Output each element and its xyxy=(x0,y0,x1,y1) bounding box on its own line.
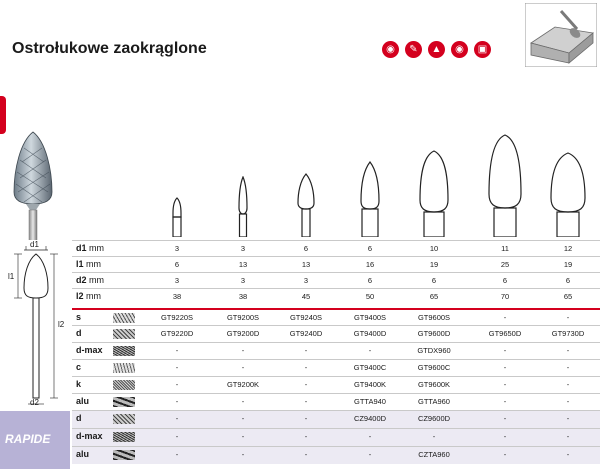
row-label: d xyxy=(76,413,82,423)
tool-profile-3 xyxy=(296,173,316,237)
cut_rows-row-d-max xyxy=(72,342,600,360)
table-cell: - xyxy=(503,363,507,372)
row-label: l2 mm xyxy=(76,291,102,301)
table-cell: - xyxy=(566,363,570,372)
table-cell: 45 xyxy=(301,292,311,301)
table-cell: - xyxy=(241,363,245,372)
table-cell: - xyxy=(175,450,179,459)
table-cell: - xyxy=(566,450,570,459)
table-cell: - xyxy=(175,380,179,389)
cut_rows-row-d xyxy=(72,325,600,343)
table-cell: - xyxy=(566,414,570,423)
table-cell: GT9600S xyxy=(417,313,451,322)
table-cell: 65 xyxy=(429,292,439,301)
table-cell: 50 xyxy=(365,292,375,301)
table-cell: - xyxy=(368,450,372,459)
table-cell: 3 xyxy=(303,276,309,285)
table-cell: - xyxy=(175,414,179,423)
table-cell: - xyxy=(241,414,245,423)
cut-pattern-icon xyxy=(113,363,135,373)
table-cell: 3 xyxy=(240,244,246,253)
table-cell: 13 xyxy=(238,260,248,269)
table-cell: 11 xyxy=(501,244,509,253)
tool-profile-5 xyxy=(418,150,450,237)
table-cell: GT9650D xyxy=(488,329,522,338)
table-cell: GT9400D xyxy=(353,329,387,338)
table-cell: - xyxy=(566,432,570,441)
table-cell: - xyxy=(304,397,308,406)
table-cell: - xyxy=(368,346,372,355)
table-cell: - xyxy=(503,450,507,459)
table-cell: - xyxy=(503,414,507,423)
cut-pattern-icon xyxy=(113,432,135,442)
table-cell: GTTA960 xyxy=(418,397,450,406)
tool-profile-6 xyxy=(487,134,523,237)
table-cell: GT9600C xyxy=(417,363,451,372)
table-cell: 19 xyxy=(429,260,439,269)
table-cell: GT9220D xyxy=(160,329,194,338)
table-cell: GT9240S xyxy=(289,313,323,322)
ear-protection-icon: ◉ xyxy=(382,41,399,58)
table-cell: - xyxy=(304,363,308,372)
dimension_rows-row-l2 xyxy=(72,288,600,306)
row-label: alu xyxy=(76,396,90,406)
rapide_rows-row-d-max xyxy=(72,428,600,446)
table-cell: - xyxy=(566,346,570,355)
table-cell: - xyxy=(304,432,308,441)
row-label: d2 mm xyxy=(76,275,105,285)
cut-pattern-icon xyxy=(113,397,135,407)
table-cell: GT9200S xyxy=(226,313,260,322)
burr-photo xyxy=(8,130,58,242)
table-cell: GTTA940 xyxy=(354,397,386,406)
table-cell: - xyxy=(304,380,308,389)
table-cell: - xyxy=(503,432,507,441)
table-cell: - xyxy=(566,397,570,406)
table-cell: GT9600D xyxy=(417,329,451,338)
dimension-d1-label: d1 xyxy=(30,240,39,249)
table-cell: 3 xyxy=(174,276,180,285)
row-label: k xyxy=(76,379,82,389)
table-cell: 19 xyxy=(563,260,573,269)
table-cell: GTDX960 xyxy=(417,346,451,355)
dimension-l2-label: l2 xyxy=(58,320,65,329)
read-manual-icon: ✎ xyxy=(405,41,422,58)
table-cell: 6 xyxy=(174,260,180,269)
table-cell: 6 xyxy=(502,276,508,285)
table-cell: 25 xyxy=(500,260,510,269)
page-title: Ostrołukowe zaokrąglone xyxy=(12,40,207,57)
row-label: d-max xyxy=(76,345,103,355)
table-cell: 3 xyxy=(174,244,180,253)
table-cell: 70 xyxy=(500,292,510,301)
table-cell: - xyxy=(503,346,507,355)
tool-profile-4 xyxy=(357,161,383,237)
table-cell: 6 xyxy=(367,276,373,285)
table-cell: 13 xyxy=(301,260,311,269)
table-cell: GT9240D xyxy=(289,329,323,338)
table-cell: CZ9600D xyxy=(417,414,451,423)
table-cell: - xyxy=(503,313,507,322)
dimension-l1-label: l1 xyxy=(8,272,15,281)
row-label: c xyxy=(76,362,82,372)
table-cell: CZ9400D xyxy=(353,414,387,423)
table-cell: - xyxy=(175,363,179,372)
row-label: d-max xyxy=(76,431,103,441)
table-cell: - xyxy=(241,450,245,459)
table-cell: 38 xyxy=(172,292,182,301)
table-cell: GT9600K xyxy=(417,380,451,389)
cut-pattern-icon xyxy=(113,346,135,356)
table-cell: 16 xyxy=(365,260,375,269)
tool-profile-2 xyxy=(235,176,251,237)
table-cell: 6 xyxy=(367,244,373,253)
helmet-icon: ▲ xyxy=(428,41,445,58)
application-thumbnail xyxy=(525,3,597,67)
table-cell: GT9220S xyxy=(160,313,194,322)
table-cell: - xyxy=(368,432,372,441)
table-cell: 6 xyxy=(565,276,571,285)
table-cell: 12 xyxy=(563,244,573,253)
row-label: d1 mm xyxy=(76,243,105,253)
tool-profile-7 xyxy=(549,152,587,237)
table-cell: - xyxy=(503,380,507,389)
table-cell: - xyxy=(566,380,570,389)
table-cell: - xyxy=(304,346,308,355)
cut_rows-row-alu xyxy=(72,393,600,411)
rapide_rows-row-alu xyxy=(72,446,600,464)
table-cell: 38 xyxy=(238,292,248,301)
table-cell: - xyxy=(432,432,436,441)
dimension-d2-label: d2 xyxy=(30,398,39,407)
table-cell: 6 xyxy=(431,276,437,285)
table-cell: GT9400S xyxy=(353,313,387,322)
table-cell: GT9730D xyxy=(551,329,585,338)
table-cell: GT9200K xyxy=(226,380,260,389)
table-cell: GT9400K xyxy=(353,380,387,389)
cut_rows-row-c xyxy=(72,359,600,377)
row-label: l1 mm xyxy=(76,259,102,269)
table-cell: - xyxy=(566,313,570,322)
table-cell: - xyxy=(503,397,507,406)
table-cell: - xyxy=(241,432,245,441)
cut-pattern-icon xyxy=(113,329,135,339)
cut-pattern-icon xyxy=(113,450,135,460)
table-cell: GT9400C xyxy=(353,363,387,372)
row-label: alu xyxy=(76,449,90,459)
book-icon: ▣ xyxy=(474,41,491,58)
table-cell: - xyxy=(175,346,179,355)
rapide_rows-row-d xyxy=(72,410,600,428)
table-cell: - xyxy=(241,397,245,406)
cut-pattern-icon xyxy=(113,380,135,390)
row-label: s xyxy=(76,312,82,322)
cut-pattern-icon xyxy=(113,313,135,323)
table-cell: 6 xyxy=(303,244,309,253)
cut_rows-row-k xyxy=(72,376,600,394)
dimension-diagram xyxy=(0,240,70,410)
table-cell: 65 xyxy=(563,292,573,301)
rapide-label: RAPIDE xyxy=(5,432,51,446)
table-cell: GT9200D xyxy=(226,329,260,338)
table-cell: - xyxy=(304,450,308,459)
table-cell: - xyxy=(175,432,179,441)
row-label: d xyxy=(76,328,82,338)
table-cell: 10 xyxy=(429,244,439,253)
table-cell: - xyxy=(175,397,179,406)
cut-pattern-icon xyxy=(113,414,135,424)
table-cell: - xyxy=(304,414,308,423)
table-cell: CZTA960 xyxy=(418,450,450,459)
section-marker xyxy=(0,96,6,134)
tool-profile-1 xyxy=(170,197,184,237)
goggles-icon: ◉ xyxy=(451,41,468,58)
table-cell: 3 xyxy=(240,276,246,285)
table-cell: - xyxy=(241,346,245,355)
